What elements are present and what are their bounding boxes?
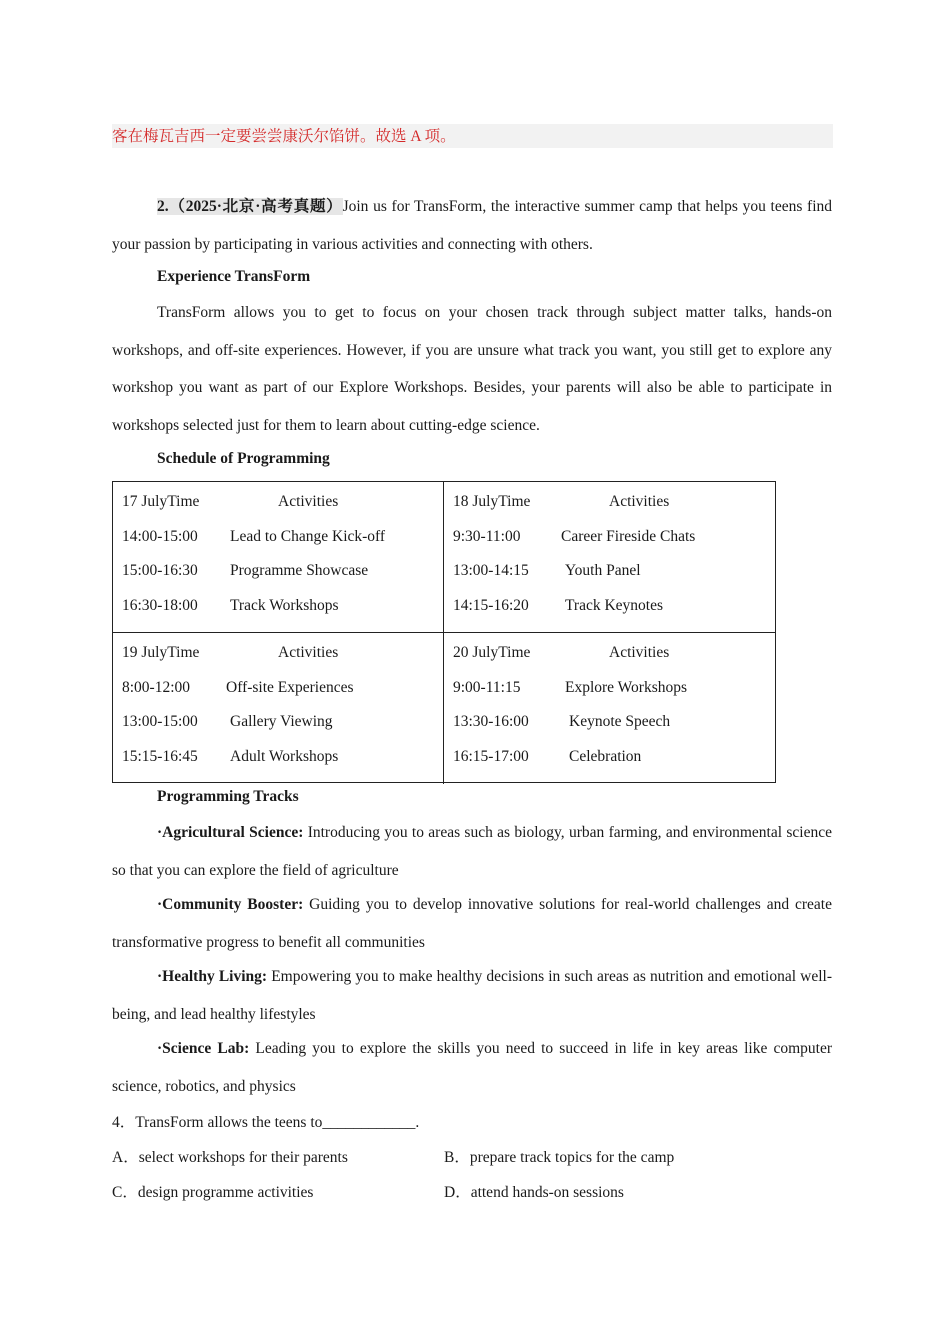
track-text: Guiding you to develop innovative solutions for real-world challenges and create transformative progress to benefit all communities (112, 896, 832, 951)
time-slot: 14:00-15:00 (122, 528, 198, 545)
intro-text: Join us for TransForm, the interactive summer camp that helps you teens find your passion by participating in various activities and connecting with others. (112, 198, 832, 253)
activities-header: Activities (609, 493, 670, 510)
schedule-table (112, 481, 776, 783)
activities-header: Activities (609, 644, 670, 661)
activity: Off-site Experiences (226, 679, 354, 696)
time-slot: 13:30-16:00 (453, 713, 529, 730)
time-slot: 13:00-14:15 (453, 562, 529, 579)
track-label: ·Healthy Living: (157, 968, 268, 985)
time-slot: 16:30-18:00 (122, 597, 198, 614)
time-slot: 15:00-16:30 (122, 562, 198, 579)
time-slot: 15:15-16:45 (122, 748, 198, 765)
experience-heading: Experience TransForm (157, 268, 311, 285)
time-slot: 13:00-15:00 (122, 713, 198, 730)
question-tag: 2.（2025·北京·高考真题） (157, 198, 343, 215)
activity: Celebration (569, 748, 642, 765)
time-slot: 14:15-16:20 (453, 597, 529, 614)
activity: Explore Workshops (565, 679, 688, 696)
option-d[interactable]: D．attend hands-on sessions (444, 1184, 624, 1201)
question-4-stem: 4．TransForm allows the teens to____________. (112, 1114, 420, 1131)
question-intro (112, 188, 832, 263)
day-date: 19 JulyTime (122, 644, 200, 661)
track-text: Empowering you to make healthy decisions in such areas as nutrition and emotional well-being, and lead healthy lifestyles (112, 968, 832, 1023)
activity: Programme Showcase (230, 562, 369, 579)
option-c[interactable]: C．design programme activities (112, 1184, 314, 1201)
track-text: Leading you to explore the skills you need to succeed in life in key areas like computer science, robotics, and physics (112, 1040, 832, 1095)
time-slot: 9:30-11:00 (453, 528, 521, 545)
schedule-cell-day2 (444, 482, 775, 633)
schedule-cell-day4 (444, 633, 775, 784)
track-item (112, 814, 832, 889)
day-date: 17 JulyTime (122, 493, 200, 510)
activity: Keynote Speech (569, 713, 671, 730)
activity: Lead to Change Kick-off (230, 528, 386, 545)
option-b[interactable]: B．prepare track topics for the camp (444, 1149, 675, 1166)
track-label: ·Community Booster: (157, 896, 304, 913)
activities-header: Activities (278, 493, 339, 510)
track-item (112, 886, 832, 961)
option-a[interactable]: A．select workshops for their parents (112, 1149, 348, 1166)
day-date: 20 JulyTime (453, 644, 531, 661)
time-slot: 8:00-12:00 (122, 679, 191, 696)
activities-header: Activities (278, 644, 339, 661)
day-date: 18 JulyTime (453, 493, 531, 510)
tracks-heading: Programming Tracks (157, 788, 299, 805)
schedule-cell-day3 (113, 633, 444, 784)
track-item (112, 958, 832, 1033)
activity: Track Workshops (230, 597, 339, 614)
answer-note: 客在梅瓦吉西一定要尝尝康沃尔馅饼。故选 A 项。 (112, 124, 833, 148)
schedule-cell-day1 (113, 482, 444, 633)
experience-body: TransForm allows you to get to focus on your chosen track through subject matter talks, hands-on workshops, and off-site experiences. However, if you are unsure what track you want, you still get to explore any workshop you want as part of our Explore Workshops. Besides, your parents will also be able to participate in workshops selected just for them to learn about cutting-edge science. (112, 304, 832, 434)
activity: Gallery Viewing (230, 713, 333, 730)
activity: Youth Panel (565, 562, 641, 579)
track-text: Introducing you to areas such as biology, urban farming, and environmental science so that you can explore the field of agriculture (112, 824, 832, 879)
track-label: ·Science Lab: (157, 1040, 250, 1057)
activity: Adult Workshops (230, 748, 339, 765)
track-label: ·Agricultural Science: (157, 824, 304, 841)
activity: Career Fireside Chats (561, 528, 696, 545)
schedule-heading: Schedule of Programming (157, 450, 330, 467)
activity: Track Keynotes (565, 597, 664, 614)
time-slot: 9:00-11:15 (453, 679, 521, 696)
track-item (112, 1030, 832, 1105)
time-slot: 16:15-17:00 (453, 748, 529, 765)
